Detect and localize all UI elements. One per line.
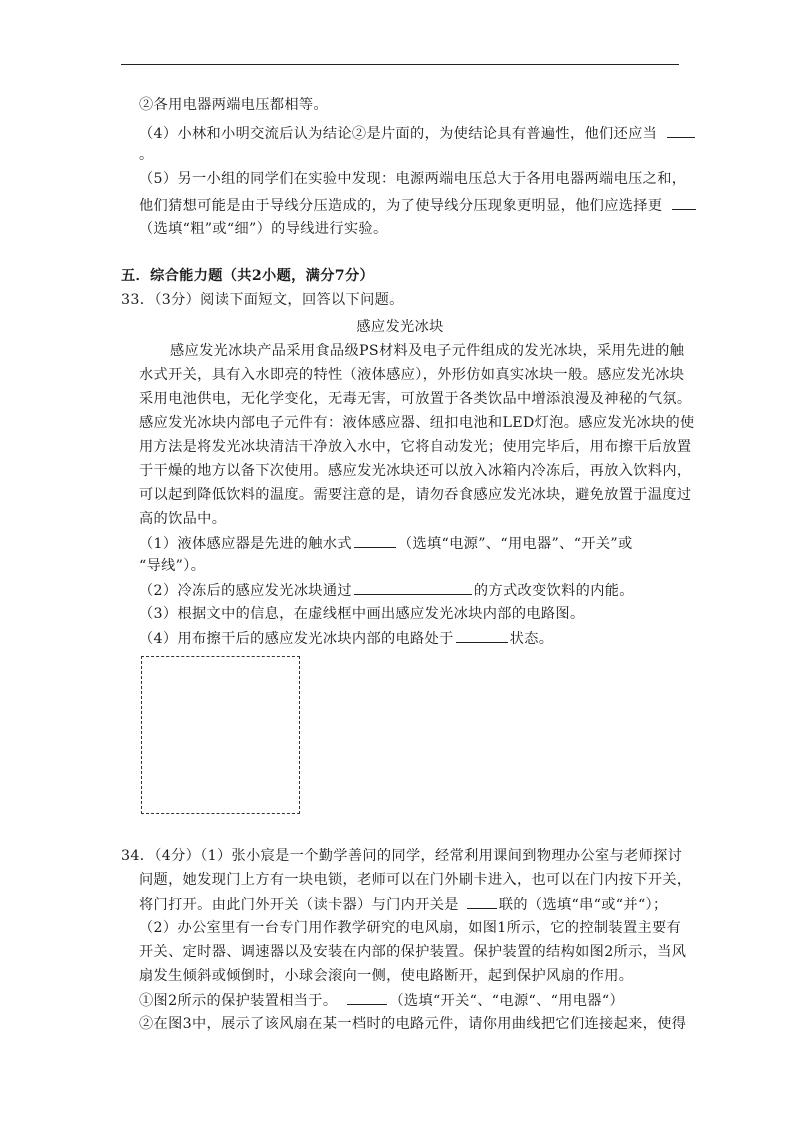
q32-part5-line1: （5）另一小组的同学们在实验中发现：电源两端电压总大于各用电器两端电压之和， xyxy=(139,171,687,187)
answer-blank[interactable] xyxy=(354,534,396,548)
paragraph-line: 可以起到降低饮料的温度。需要注意的是，请勿吞食感应发光冰块，避免放置于温度过 xyxy=(139,487,692,503)
answer-blank[interactable] xyxy=(354,581,472,595)
q34-line1: 34．（4分）（1）张小宸是一个勤学善问的同学，经常利用课间到物理办公室与老师探讨 xyxy=(121,848,683,864)
header-rule xyxy=(121,64,679,65)
article-title: 感应发光冰块 xyxy=(356,319,444,335)
q32-part4-end: 。 xyxy=(139,147,154,163)
q34-line2: 问题，她发现门上方有一块电锁，老师可以在门外刷卡进入，也可以在门内按下开关， xyxy=(139,872,692,888)
q34-line8: ②在图3中，展示了该风扇在某一档时的电路元件，请你用曲线把它们连接起来，使得 xyxy=(139,1016,687,1032)
q32-part5-line3: （选填“粗”或“细”）的导线进行实验。 xyxy=(139,221,388,237)
q34-line3 xyxy=(139,895,668,914)
q33-part2-after: 的方式改变饮料的内能。 xyxy=(473,583,634,599)
circuit-drawing-box[interactable] xyxy=(141,656,300,814)
answer-blank[interactable] xyxy=(347,991,387,1005)
paragraph-line: 高的饮品中。 xyxy=(139,511,227,527)
paragraph-line: 水式开关，具有入水即亮的特性（液体感应），外形仿如真实冰块一般。感应发光冰块 xyxy=(139,367,685,383)
answer-blank[interactable] xyxy=(467,895,497,909)
q32-part5-text: 他们猜想可能是由于导线分压造成的，为了使导线分压现象更明显，他们应选择更 xyxy=(139,198,663,214)
q34-line3-after: 联的（选填“串“或“并“）； xyxy=(498,897,668,913)
q33-part4-after: 状态。 xyxy=(509,631,554,647)
q34-line7 xyxy=(139,991,624,1010)
q33-part3: （3）根据文中的信息，在虚线框中画出感应发光冰块内部的电路图。 xyxy=(139,606,585,622)
answer-blank[interactable] xyxy=(456,629,508,643)
q32-part4-text: （4）小林和小明交流后认为结论②是片面的，为使结论具有普遍性，他们还应当 xyxy=(139,126,658,142)
answer-blank[interactable] xyxy=(672,196,696,210)
q34-line4: （2）办公室里有一台专门用作教学研究的电风扇，如图1所示，它的控制装置主要有 xyxy=(139,920,682,936)
q34-line3-before: 将门打开。由此门外开关（读卡器）与门内开关是 xyxy=(139,897,459,913)
q34-line7-after: （选填“开关“、“电源“、“用电器“） xyxy=(389,993,624,1009)
q33-part1 xyxy=(139,534,633,553)
paragraph-line: 于干燥的地方以备下次使用。感应发光冰块还可以放入冰箱内冷冻后，再放入饮料内， xyxy=(139,463,692,479)
answer-blank[interactable] xyxy=(667,124,695,138)
q32-part4 xyxy=(139,124,697,143)
q32-part5-line2 xyxy=(139,196,698,215)
conclusion-2: ②各用电器两端电压都相等。 xyxy=(139,97,328,113)
paragraph-line: 感应发光冰块产品采用食品级PS材料及电子元件组成的发光冰块，采用先进的触 xyxy=(170,343,685,359)
q34-line6: 扇发生倾斜或倾倒时，小球会滚向一侧，使电路断开，起到保护风扇的作用。 xyxy=(139,968,634,984)
q34-line5: 开关、定时器、调速器以及安装在内部的保护装置。保护装置的结构如图2所示，当风 xyxy=(139,944,687,960)
q33-part2-before: （2）冷冻后的感应发光冰块通过 xyxy=(139,583,352,599)
q33-part1-before: （1）液体感应器是先进的触水式 xyxy=(139,536,352,552)
q33-part4-before: （4）用布擦干后的感应发光冰块内部的电路处于 xyxy=(139,631,454,647)
q34-line7-before: ①图2所示的保护装置相当于。 xyxy=(139,993,338,1009)
paragraph-line: 用方法是将发光冰块清洁干净放入水中，它将自动发光；使用完毕后，用布擦干后放置 xyxy=(139,439,692,455)
q33-part1-line2: “导线”）。 xyxy=(139,558,206,574)
section-heading: 五．综合能力题（共2小题，满分7分） xyxy=(121,268,375,284)
q33-part4 xyxy=(139,629,553,648)
q33-part1-after: （选填“电源”、“用电器”、“开关”或 xyxy=(397,536,633,552)
paragraph-line: 采用电池供电，无化学变化，无毒无害，可放置于各类饮品中增添浪漫及神秘的气氛。 xyxy=(139,391,692,407)
q33-intro: 33．（3分）阅读下面短文，回答以下问题。 xyxy=(121,292,404,308)
paragraph-line: 感应发光冰块内部电子元件有：液体感应器、纽扣电池和LED灯泡。感应发光冰块的使 xyxy=(139,415,695,431)
q33-part2 xyxy=(139,581,634,600)
